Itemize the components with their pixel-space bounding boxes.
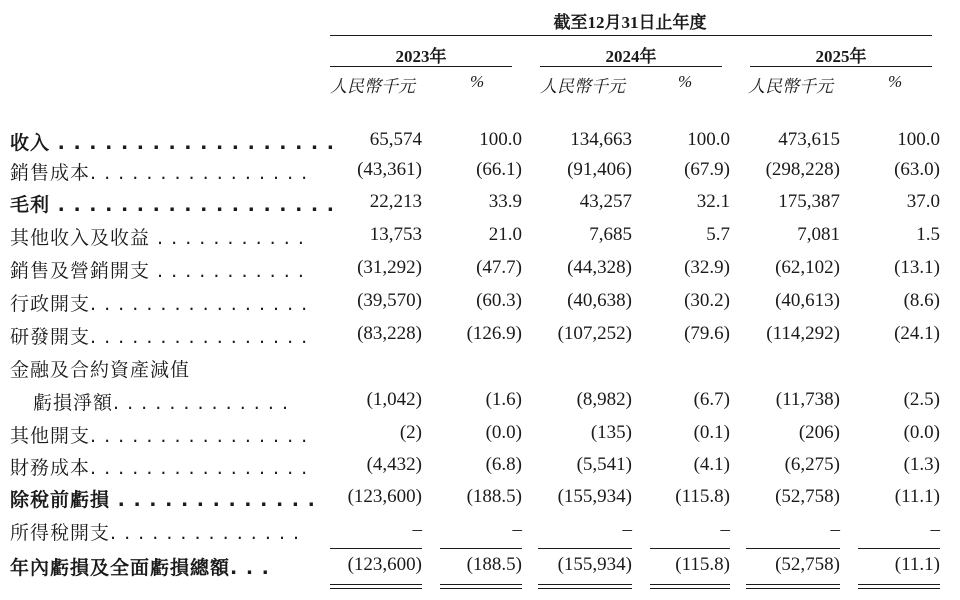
cell-pct-2024: (6.7) [693, 389, 730, 410]
unit-amount-2025: 人民幣千元 [748, 77, 833, 96]
cell-amount-2024: (8,982) [576, 389, 632, 410]
cell-amount-2025: (62,102) [775, 257, 840, 278]
unit-pct-2025: % [888, 72, 903, 91]
cell-pct-2024: 32.1 [696, 191, 730, 212]
row-label: 其他收入及收益 . . . . . . . . . . . [10, 227, 305, 249]
table-row [0, 158, 960, 188]
cell-pct-2024: (79.6) [684, 323, 730, 344]
row-label: 銷售及營銷開支 . . . . . . . . . . . [10, 260, 305, 282]
subtotal-rule [538, 548, 632, 549]
cell-pct-2025: 1.5 [916, 224, 940, 245]
row-label: 虧損淨額. . . . . . . . . . . . . [33, 392, 289, 414]
cell-amount-2023: 65,574 [369, 129, 422, 150]
cell-pct-2025: (11.1) [894, 554, 940, 575]
cell-amount-2023: 13,753 [369, 224, 422, 245]
cell-amount-2025: (206) [798, 422, 840, 443]
cell-pct-2025: (2.5) [903, 389, 940, 410]
subtotal-rule [330, 548, 422, 549]
cell-pct-2023: (188.5) [466, 486, 522, 507]
cell-pct-2023: (60.3) [476, 290, 522, 311]
cell-pct-2024: (115.8) [675, 554, 730, 575]
cell-amount-2023: 22,213 [369, 191, 422, 212]
cell-amount-2024: (40,638) [567, 290, 632, 311]
cell-pct-2023: (66.1) [476, 159, 522, 180]
cell-pct-2025: (1.3) [903, 454, 940, 475]
unit-pct-2024: % [678, 72, 693, 91]
cell-amount-2023: (43,361) [357, 159, 422, 180]
cell-pct-2023: (1.6) [485, 389, 522, 410]
cell-amount-2024: (91,406) [567, 159, 632, 180]
cell-pct-2023: (188.5) [466, 554, 522, 575]
table-row [0, 355, 960, 385]
table-row [0, 421, 960, 451]
cell-amount-2023: (4,432) [366, 454, 422, 475]
cell-pct-2024: (4.1) [693, 454, 730, 475]
cell-amount-2023: (39,570) [357, 290, 422, 311]
cell-amount-2024: (155,934) [557, 554, 632, 575]
row-label: 金融及合約資產減值 [10, 359, 191, 381]
cell-pct-2025: 37.0 [906, 191, 940, 212]
cell-pct-2024: (0.1) [693, 422, 730, 443]
row-label: 收入 . . . . . . . . . . . . . . . . . . [10, 132, 335, 154]
row-label: 所得稅開支. . . . . . . . . . . . . . [10, 522, 301, 544]
total-double-rule [330, 584, 422, 589]
cell-amount-2024: (107,252) [557, 323, 632, 344]
cell-amount-2025: (52,758) [775, 486, 840, 507]
table-row [0, 322, 960, 352]
row-label: 行政開支. . . . . . . . . . . . . . . . [10, 293, 309, 315]
table-row [0, 289, 960, 319]
subtotal-rule [746, 548, 840, 549]
row-label: 年內虧損及全面虧損總額. . . [10, 557, 270, 579]
cell-pct-2025: 100.0 [897, 129, 940, 150]
cell-amount-2024: 43,257 [579, 191, 632, 212]
cell-amount-2023: (31,292) [357, 257, 422, 278]
total-double-rule [746, 584, 840, 589]
table-row [0, 485, 960, 515]
row-label: 其他開支. . . . . . . . . . . . . . . . [10, 425, 309, 447]
cell-pct-2024: (30.2) [684, 290, 730, 311]
subtotal-rule [858, 548, 940, 549]
cell-pct-2025: (24.1) [894, 323, 940, 344]
cell-pct-2025: – [930, 519, 940, 540]
table-row [0, 453, 960, 483]
cell-pct-2025: (11.1) [894, 486, 940, 507]
cell-pct-2025: (13.1) [894, 257, 940, 278]
cell-amount-2024: (155,934) [557, 486, 632, 507]
total-double-rule [538, 584, 632, 589]
row-label: 研發開支. . . . . . . . . . . . . . . . [10, 326, 309, 348]
table-row [0, 256, 960, 286]
cell-amount-2024: 7,685 [589, 224, 632, 245]
cell-pct-2023: 33.9 [488, 191, 522, 212]
cell-pct-2024: 5.7 [706, 224, 730, 245]
table-row [0, 553, 960, 583]
year-rule-2023 [330, 66, 512, 67]
subtotal-rule [650, 548, 730, 549]
cell-amount-2024: (5,541) [576, 454, 632, 475]
cell-amount-2025: (52,758) [775, 554, 840, 575]
cell-pct-2023: (0.0) [485, 422, 522, 443]
total-double-rule [858, 584, 940, 589]
cell-pct-2025: (63.0) [894, 159, 940, 180]
cell-pct-2023: (6.8) [485, 454, 522, 475]
cell-amount-2025: (6,275) [784, 454, 840, 475]
unit-amount-2023: 人民幣千元 [330, 77, 415, 96]
cell-amount-2025: (40,613) [775, 290, 840, 311]
cell-amount-2023: – [412, 519, 422, 540]
cell-pct-2024: – [720, 519, 730, 540]
cell-pct-2023: 100.0 [479, 129, 522, 150]
period-rule [330, 35, 932, 36]
cell-amount-2024: 134,663 [570, 129, 632, 150]
unit-amount-2024: 人民幣千元 [540, 77, 625, 96]
cell-amount-2025: – [830, 519, 840, 540]
cell-pct-2025: (8.6) [903, 290, 940, 311]
table-row [0, 388, 960, 418]
cell-amount-2023: (123,600) [347, 554, 422, 575]
year-rule-2024 [540, 66, 722, 67]
cell-pct-2024: (115.8) [675, 486, 730, 507]
row-label: 財務成本. . . . . . . . . . . . . . . . [10, 457, 309, 479]
cell-pct-2024: 100.0 [687, 129, 730, 150]
cell-amount-2025: 7,081 [797, 224, 840, 245]
cell-pct-2023: (126.9) [466, 323, 522, 344]
cell-amount-2023: (2) [399, 422, 422, 443]
subtotal-rule [440, 548, 522, 549]
period-heading: 截至12月31日止年度 [553, 13, 707, 32]
total-double-rule [440, 584, 522, 589]
cell-amount-2025: (298,228) [765, 159, 840, 180]
cell-pct-2023: (47.7) [476, 257, 522, 278]
cell-amount-2023: (123,600) [347, 486, 422, 507]
cell-pct-2024: (32.9) [684, 257, 730, 278]
cell-pct-2023: 21.0 [488, 224, 522, 245]
year-rule-2025 [750, 66, 932, 67]
cell-amount-2025: 473,615 [778, 129, 840, 150]
table-row [0, 518, 960, 548]
year-2023: 2023年 [395, 47, 447, 66]
cell-amount-2023: (83,228) [357, 323, 422, 344]
row-label: 除稅前虧損 . . . . . . . . . . . . . [10, 489, 316, 511]
table-row [0, 190, 960, 220]
table-row [0, 223, 960, 253]
unit-pct-2023: % [470, 72, 485, 91]
total-double-rule [650, 584, 730, 589]
cell-amount-2023: (1,042) [366, 389, 422, 410]
cell-pct-2023: – [512, 519, 522, 540]
year-2025: 2025年 [815, 47, 867, 66]
cell-amount-2024: – [622, 519, 632, 540]
table-row [0, 128, 960, 158]
cell-amount-2025: (114,292) [766, 323, 840, 344]
row-label: 銷售成本. . . . . . . . . . . . . . . . [10, 162, 309, 184]
cell-amount-2025: (11,738) [775, 389, 840, 410]
cell-pct-2025: (0.0) [903, 422, 940, 443]
cell-amount-2025: 175,387 [778, 191, 840, 212]
cell-amount-2024: (135) [590, 422, 632, 443]
cell-amount-2024: (44,328) [567, 257, 632, 278]
row-label: 毛利 . . . . . . . . . . . . . . . . . . [10, 194, 335, 216]
year-2024: 2024年 [605, 47, 657, 66]
cell-pct-2024: (67.9) [684, 159, 730, 180]
